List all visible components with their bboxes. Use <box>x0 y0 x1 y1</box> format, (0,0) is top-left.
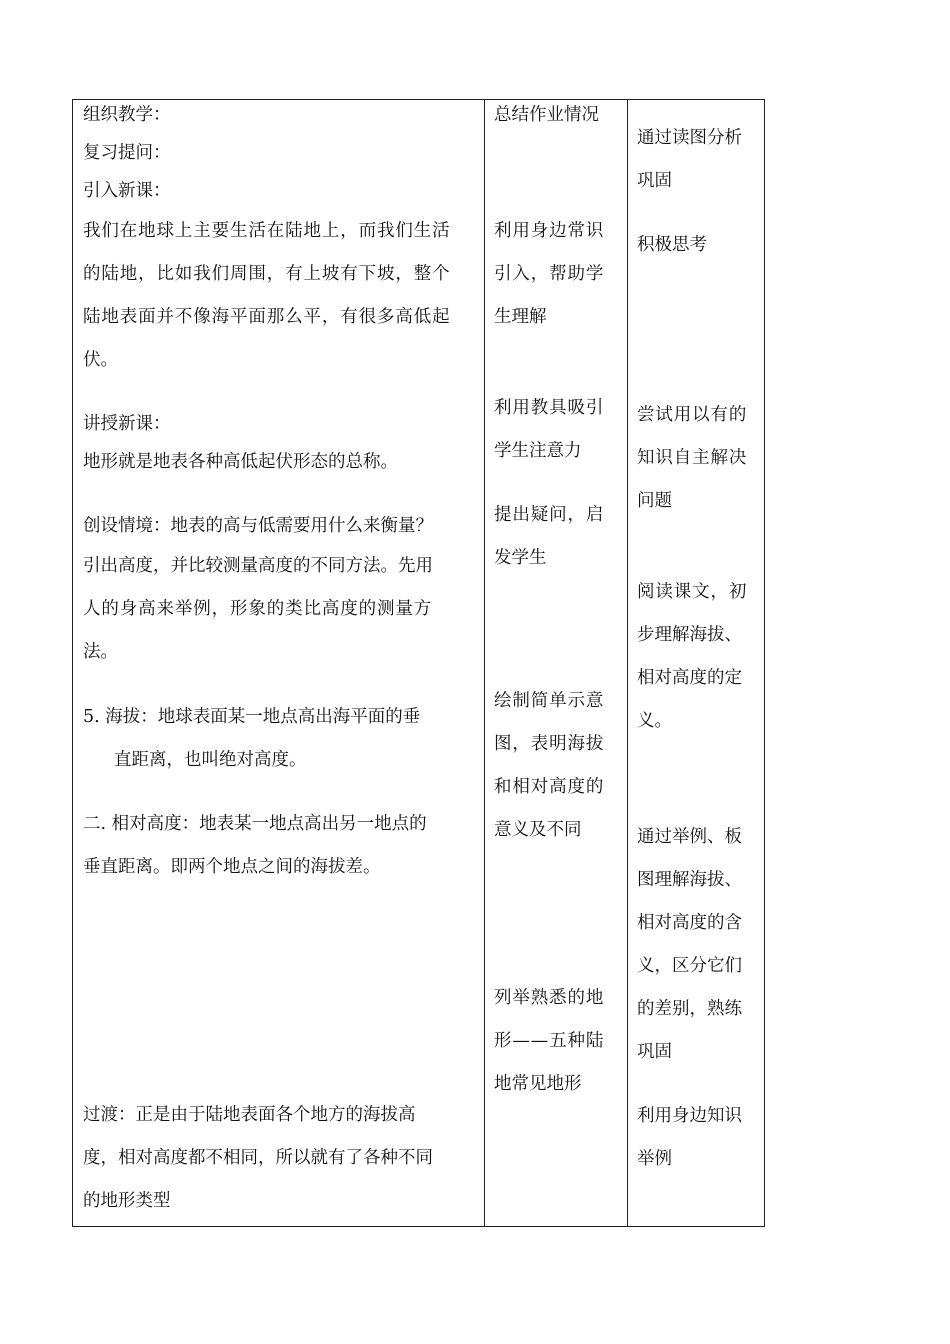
student-note-line: 义，区分它们 <box>637 956 742 976</box>
student-note-line: 图理解海拔、 <box>637 870 742 890</box>
lesson-table <box>72 99 765 1227</box>
student-note-line: 阅读课文，初 <box>637 582 748 602</box>
relative-height-line: 二. 相对高度：地表某一地点高出另一地点的 <box>83 814 427 834</box>
student-note-line: 相对高度的定 <box>637 668 742 688</box>
intro-text-line: 的陆地，比如我们周围，有上坡有下坡，整个 <box>83 264 451 284</box>
student-note-line: 举例 <box>637 1149 672 1169</box>
transition-text-line: 过渡：正是由于陆地表面各个地方的海拔高 <box>83 1105 416 1125</box>
intro-label: 引入新课： <box>83 181 171 201</box>
teacher-note-line: 生理解 <box>494 307 547 327</box>
teacher-note-line: 意义及不同 <box>494 820 582 840</box>
student-activity-column <box>637 100 761 1226</box>
scenario-text-line: 人的身高来举例，形象的类比高度的测量方 <box>83 599 433 619</box>
student-note-line: 巩固 <box>637 1042 672 1062</box>
teacher-note-line: 图，表明海拔 <box>494 734 605 754</box>
teacher-note-line: 学生注意力 <box>494 441 582 461</box>
altitude-definition-line: 直距离，也叫绝对高度。 <box>114 750 307 770</box>
student-note-line: 通过举例、板 <box>637 827 742 847</box>
landform-definition: 地形就是地表各种高低起伏形态的总称。 <box>83 452 398 472</box>
intro-text-line: 伏。 <box>83 350 118 370</box>
teacher-note-line: 利用教具吸引 <box>494 398 605 418</box>
intro-text-line: 陆地表面并不像海平面那么平，有很多高低起 <box>83 307 451 327</box>
teacher-note-line: 引入，帮助学 <box>494 264 605 284</box>
column-divider <box>484 100 485 1226</box>
student-note-line: 巩固 <box>637 171 672 191</box>
review-label: 复习提问： <box>83 143 171 163</box>
scenario-text-line: 创设情境：地表的高与低需要用什么来衡量？ <box>83 516 433 536</box>
teacher-note-line: 地常见地形 <box>494 1074 582 1094</box>
lecture-label: 讲授新课： <box>83 414 171 434</box>
student-note-line: 积极思考 <box>637 235 707 255</box>
teacher-activity-column <box>494 100 622 1226</box>
intro-text-line: 我们在地球上主要生活在陆地上，而我们生活 <box>83 221 451 241</box>
scenario-text-line: 法。 <box>83 642 118 662</box>
teaching-content-column <box>83 100 478 1226</box>
student-note-line: 通过读图分析 <box>637 128 742 148</box>
transition-text-line: 的地形类型 <box>83 1191 171 1211</box>
student-note-line: 知识自主解决 <box>637 448 748 468</box>
column-divider <box>627 100 628 1226</box>
student-note-line: 尝试用以有的 <box>637 405 748 425</box>
student-note-line: 义。 <box>637 711 672 731</box>
teacher-note-line: 形——五种陆 <box>494 1031 605 1051</box>
teacher-note-line: 提出疑问，启 <box>494 505 605 525</box>
teacher-note-line: 利用身边常识 <box>494 221 605 241</box>
summary-label: 总结作业情况 <box>494 105 599 125</box>
student-note-line: 问题 <box>637 491 672 511</box>
teacher-note-line: 绘制简单示意 <box>494 691 605 711</box>
student-note-line: 利用身边知识 <box>637 1106 742 1126</box>
altitude-definition-line: 5. 海拔：地球表面某一地点高出海平面的垂 <box>83 707 421 727</box>
student-note-line: 步理解海拔、 <box>637 625 742 645</box>
scenario-text-line: 引出高度，并比较测量高度的不同方法。先用 <box>83 556 433 576</box>
organize-label: 组织教学： <box>83 105 171 125</box>
transition-text-line: 度，相对高度都不相同，所以就有了各种不同 <box>83 1148 433 1168</box>
teacher-note-line: 和相对高度的 <box>494 777 605 797</box>
student-note-line: 相对高度的含 <box>637 913 742 933</box>
student-note-line: 的差别，熟练 <box>637 999 742 1019</box>
teacher-note-line: 发学生 <box>494 548 547 568</box>
teacher-note-line: 列举熟悉的地 <box>494 988 605 1008</box>
relative-height-line: 垂直距离。即两个地点之间的海拔差。 <box>83 857 381 877</box>
